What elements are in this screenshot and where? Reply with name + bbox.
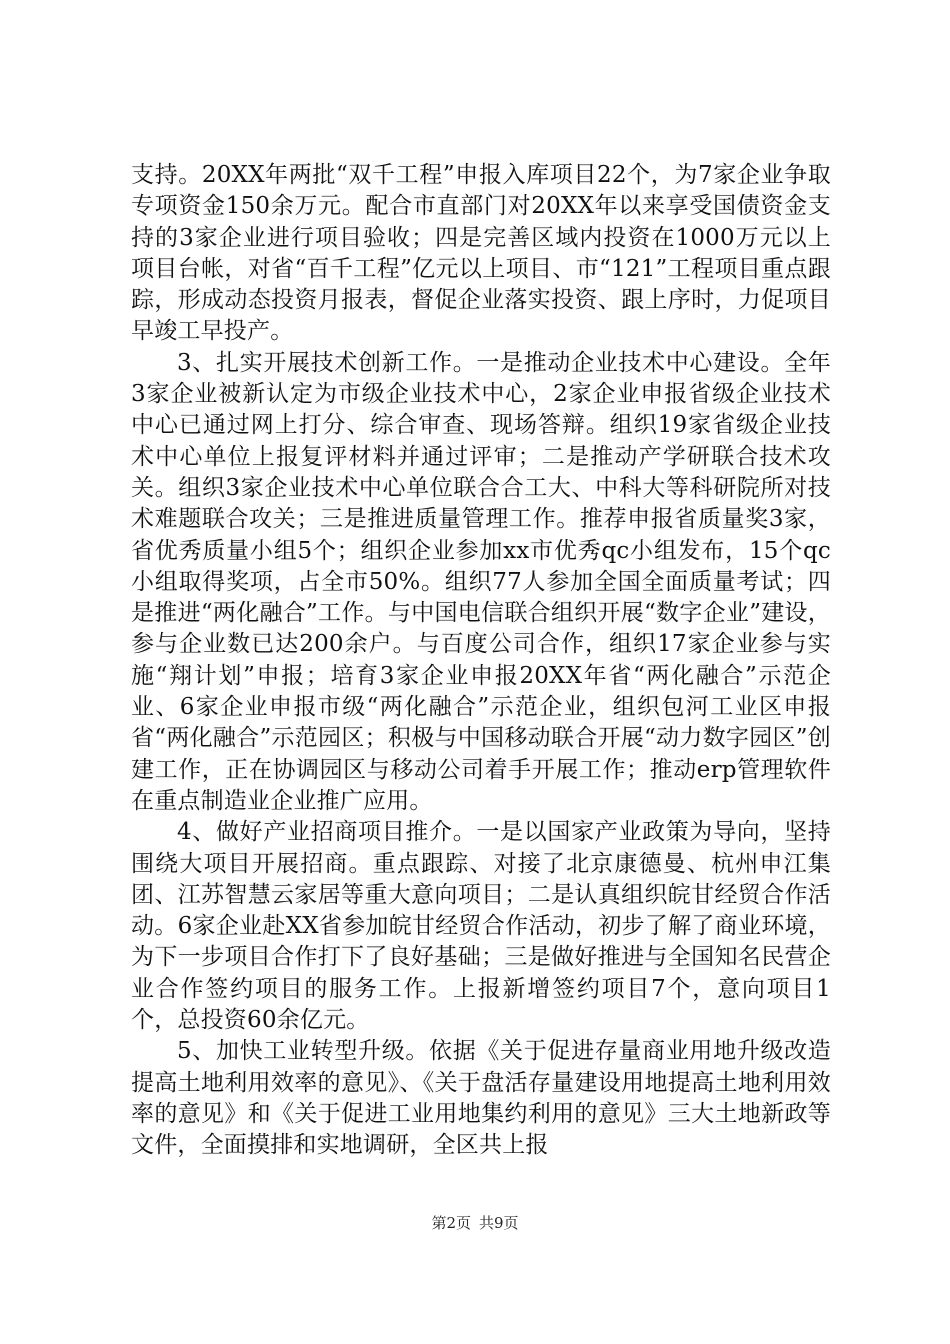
page-number: 第2页 [431, 1214, 471, 1232]
page-footer [0, 1213, 950, 1233]
page-total: 共9页 [479, 1214, 519, 1232]
paragraph-3: 4、做好产业招商项目推介。一是以国家产业政策为导向，坚持围绕大项目开展招商。重点跟踪、对接了北京康德曼、杭州申江集团、江苏智慧云家居等重大意向项目；二是认真组织皖甘经贸合作活动。6家企业赴XX省参加皖甘经贸合作活动，初步了解了商业环境，为下一步项目合作打下了良好基础；三是做好推进与全国知名民营企业合作签约项目的服务工作。上报新增签约项目7个，意向项目1个，总投资60余亿元。 [131, 819, 831, 1034]
document-body [131, 160, 831, 1162]
paragraph-1: 支持。20XX年两批“双千工程”申报入库项目22个，为7家企业争取专项资金150余万元。配合市直部门对20XX年以来享受国债资金支持的3家企业进行项目验收；四是完善区域内投资在1000万元以上项目台帐，对省“百千工程”亿元以上项目、市“121”工程项目重点跟踪，形成动态投资月报表，督促企业落实投资、跟上序时，力促项目早竣工早投产。 [131, 162, 831, 345]
paragraph-2: 3、扎实开展技术创新工作。一是推动企业技术中心建设。全年3家企业被新认定为市级企业技术中心，2家企业申报省级企业技术中心已通过网上打分、综合审查、现场答辩。组织19家省级企业技术中心单位上报复评材料并通过评审；二是推动产学研联合技术攻关。组织3家企业技术中心单位联合合工大、中科大等科研院所对技术难题联合攻关；三是推进质量管理工作。推荐申报省质量奖3家，省优秀质量小组5个；组织企业参加xx市优秀qc小组发布，15个qc小组取得奖项，占全市50%。组织77人参加全国全面质量考试；四是推进“两化融合”工作。与中国电信联合组织开展“数字企业”建设，参与企业数已达200余户。与百度公司合作，组织17家企业参与实施“翔计划”申报；培育3家企业申报20XX年省“两化融合”示范企业、6家企业申报市级“两化融合”示范企业，组织包河工业区申报省“两化融合”示范园区；积极与中国移动联合开展“动力数字园区”创建工作，正在协调园区与移动公司着手开展工作；推动erp管理软件在重点制造业企业推广应用。 [131, 349, 831, 814]
paragraph-4: 5、加快工业转型升级。依据《关于促进存量商业用地升级改造提高土地利用效率的意见》、《关于盘活存量建设用地提高土地利用效率的意见》和《关于促进工业用地集约利用的意见》三大土地新政等文件，全面摸排和实地调研，全区共上报 [131, 1038, 831, 1159]
